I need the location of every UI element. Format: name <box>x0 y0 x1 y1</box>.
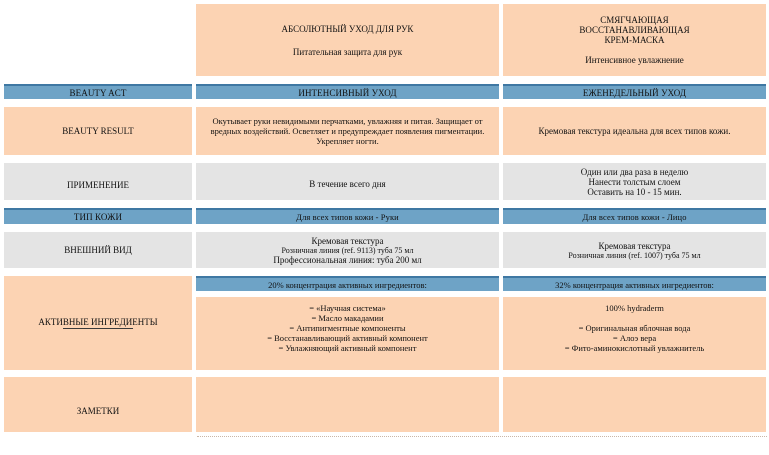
product-title-line-1: СМЯГЧАЮЩАЯ <box>600 15 669 25</box>
appearance-col2-retail: Розничная линия (ref. 1007) туба 75 мл <box>568 250 701 260</box>
row-label-notes <box>4 377 192 432</box>
product-title-line-2: ВОССТАНАВЛИВАЮЩАЯ <box>579 25 690 35</box>
ingredient-item: = Фито-аминокислотный увлажнитель <box>564 343 705 353</box>
row-label-appearance <box>4 232 192 268</box>
product-title-line-3: КРЕМ-МАСКА <box>604 35 665 45</box>
product-subtitle: Питательная защита для рук <box>292 46 403 57</box>
notes-label: ЗАМЕТКИ <box>76 405 120 416</box>
ingredient-item: = Антипигментные компоненты <box>289 323 406 333</box>
ingredients-col1-header-text: 20% концентрация активных ингредиентов: <box>268 279 427 290</box>
ingredients-col1-header <box>196 276 499 291</box>
ingredients-col2-header <box>503 276 766 291</box>
usage-col2 <box>503 163 766 200</box>
appearance-col2-texture: Кремовая текстура <box>598 240 671 251</box>
beauty-result-col1-line-2: вредных воздействий. Осветляет и предупреждает появления пигментации. <box>210 126 485 136</box>
ingredient-item: = Алоэ вера <box>612 333 657 343</box>
product-header-cream-mask <box>503 4 766 76</box>
ingredient-item: = Оригинальная яблочная вода <box>578 323 691 333</box>
ingredient-item: = Увлажняющий активный компонент <box>278 343 417 353</box>
usage-col1 <box>196 163 499 200</box>
product-header-absolute-hand-care <box>196 4 499 76</box>
skin-type-label: ТИП КОЖИ <box>73 212 123 222</box>
appearance-col2 <box>503 232 766 268</box>
notes-col1[interactable] <box>196 377 499 432</box>
beauty-act-col2 <box>503 84 766 99</box>
notes-col2[interactable] <box>503 377 766 432</box>
usage-col2-line-1: Один или два раза в неделю <box>580 166 689 177</box>
ingredients-label: АКТИВНЫЕ ИНГРЕДИЕНТЫ <box>38 317 158 327</box>
beauty-result-col1-line-1: Окутывает руки невидимыми перчатками, увлажняя и питая. Защищает от <box>212 116 483 126</box>
appearance-col1 <box>196 232 499 268</box>
ingredients-col2-list <box>503 297 766 370</box>
row-label-usage <box>4 163 192 200</box>
beauty-result-col1 <box>196 107 499 155</box>
skin-type-col2-text: Для всех типов кожи - Лицо <box>582 212 687 222</box>
appearance-col1-retail: Розничная линия (ref. 9113) туба 75 мл <box>281 245 414 255</box>
ingredient-item: = Масло макадамии <box>311 313 384 323</box>
ingredients-col1-list <box>196 297 499 370</box>
usage-col1-text: В течение всего дня <box>309 178 386 189</box>
usage-col2-line-3: Оставить на 10 - 15 мин. <box>587 186 682 197</box>
appearance-label: ВНЕШНИЙ ВИД <box>64 245 132 255</box>
skin-type-col1-text: Для всех типов кожи - Руки <box>296 212 399 222</box>
ingredient-top: 100% hydraderm <box>605 303 664 313</box>
beauty-result-label: BEAUTY RESULT <box>62 126 134 136</box>
ingredients-underline <box>63 328 133 329</box>
ingredient-item: = «Научная система» <box>309 303 386 313</box>
row-label-beauty-act <box>4 84 192 99</box>
skin-type-col1 <box>196 208 499 224</box>
appearance-col1-texture: Кремовая текстура <box>311 235 384 246</box>
beauty-result-col1-line-3: Укрепляет ногти. <box>316 136 379 146</box>
product-subtitle: Интенсивное увлажнение <box>585 55 684 65</box>
beauty-act-col1 <box>196 84 499 99</box>
usage-col2-line-2: Нанести толстым слоем <box>588 176 681 187</box>
skin-type-col2 <box>503 208 766 224</box>
beauty-act-col2-text: ЕЖЕНЕДЕЛЬНЫЙ УХОД <box>582 87 687 98</box>
product-title: АБСОЛЮТНЫЙ УХОД ДЛЯ РУК <box>281 23 414 34</box>
row-label-skin-type <box>4 208 192 224</box>
beauty-act-label: BEAUTY ACT <box>69 87 127 98</box>
ingredients-col2-header-text: 32% концентрация активных ингредиентов: <box>555 279 714 290</box>
appearance-col1-pro: Профессиональная линия: туба 200 мл <box>273 254 422 265</box>
beauty-act-col1-text: ИНТЕНСИВНЫЙ УХОД <box>298 87 397 98</box>
row-label-beauty-result <box>4 107 192 155</box>
bottom-dotted-divider <box>197 436 767 437</box>
beauty-result-col2 <box>503 107 766 155</box>
row-label-ingredients <box>4 276 192 370</box>
beauty-result-col2-text: Кремовая текстура идеальна для всех типов кожи. <box>538 126 731 136</box>
ingredient-item: = Восстанавливающий активный компонент <box>267 333 428 343</box>
usage-label: ПРИМЕНЕНИЕ <box>67 179 129 190</box>
